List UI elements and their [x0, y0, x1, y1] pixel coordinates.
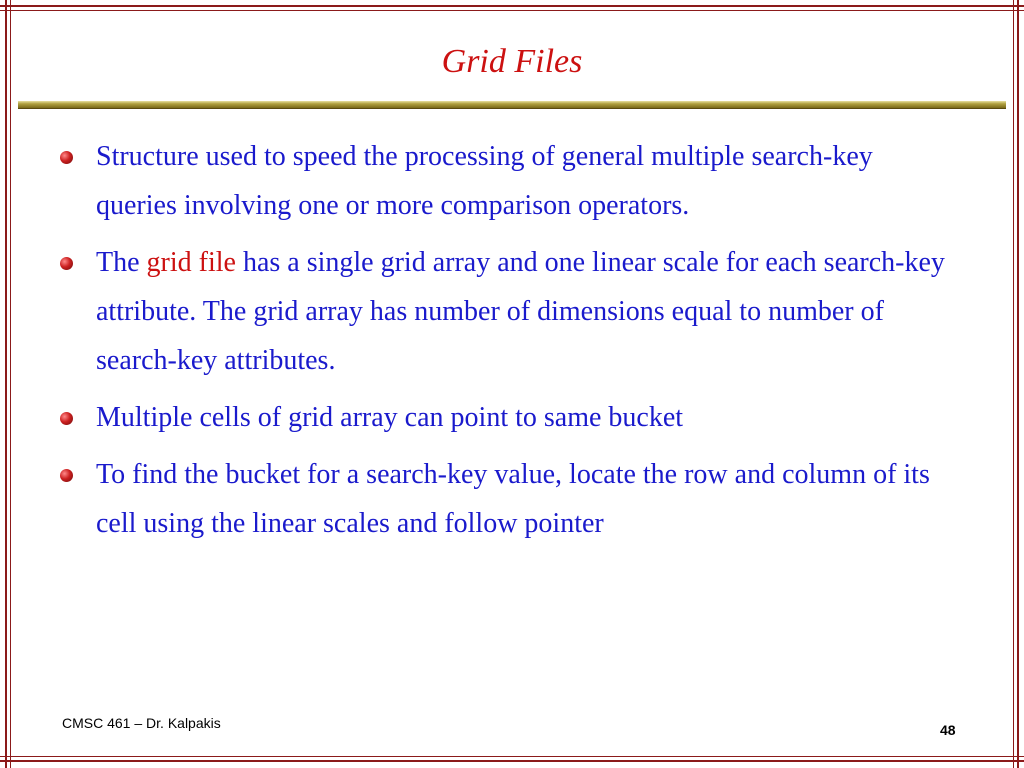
frame-bottom-line — [0, 760, 1024, 762]
frame-right-inner-line — [1013, 0, 1014, 768]
frame-top-line — [0, 5, 1024, 7]
bullet-text: To find the bucket for a search-key value, locate the row and column of its cell using the linear scales and follow pointer — [96, 459, 930, 539]
bullet-dot-icon — [60, 412, 73, 425]
bullet-item-4 — [60, 450, 960, 548]
footer-course: CMSC 461 – Dr. Kalpakis — [62, 715, 221, 731]
bullet-dot-icon — [60, 257, 73, 270]
frame-top-inner-line — [0, 10, 1024, 11]
bullet-dot-icon — [60, 151, 73, 164]
bullet-list — [60, 132, 960, 556]
bullet-text-suffix: has a single grid array and one linear scale for each search-key attribute. The grid array has number of dimensions equal to number of search-key attributes. — [96, 247, 945, 376]
bullet-dot-icon — [60, 469, 73, 482]
frame-left-inner-line — [10, 0, 11, 768]
bullet-item-3 — [60, 393, 960, 442]
frame-left-line — [5, 0, 7, 768]
bullet-text: Structure used to speed the processing of general multiple search-key queries involving one or more comparison operators. — [96, 141, 873, 221]
slide-title: Grid Files — [441, 43, 583, 80]
frame-right-line — [1017, 0, 1019, 768]
title-divider — [18, 101, 1006, 108]
frame-bottom-inner-line — [0, 756, 1024, 757]
bullet-highlight-term: grid file — [146, 247, 236, 278]
bullet-text: Multiple cells of grid array can point to same bucket — [96, 402, 684, 433]
bullet-text-prefix: The — [96, 247, 147, 278]
page-number: 48 — [940, 722, 956, 738]
bullet-item-1 — [60, 132, 960, 230]
bullet-item-2 — [60, 238, 960, 385]
